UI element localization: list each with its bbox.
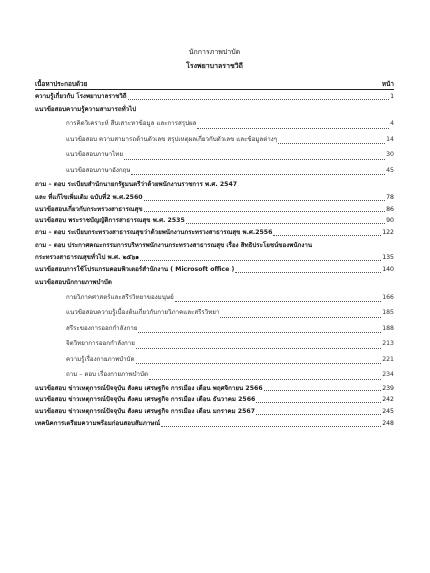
toc-entry-page: 248	[382, 419, 394, 427]
toc-leader-dots	[138, 332, 381, 333]
toc-entry	[35, 352, 394, 368]
toc-entry-title: กระทรวงสาธารณสุขทั่วไป พ.ศ. ๒๕๖๑	[35, 254, 140, 262]
toc-entry-page: 14	[386, 135, 394, 143]
toc-leader-dots	[128, 99, 390, 100]
toc-entry-title: แนวข้อสอบภาษาไทย	[66, 151, 123, 159]
toc-entry	[35, 91, 394, 103]
toc-leader-dots	[144, 200, 386, 201]
toc-entry	[35, 215, 394, 227]
toc-entry	[35, 147, 394, 163]
document-title: นักการภาพปาบัด	[188, 48, 241, 56]
toc-entry-page: 239	[382, 384, 394, 392]
toc-entry	[35, 178, 394, 192]
toc-leader-dots	[136, 363, 382, 364]
toc-leader-dots	[256, 402, 381, 403]
toc-entry-title: แนวข้อสอบ ข่าวเหตุการณ์ปัจจุบัน สังคม เศรษฐกิจ การเมือง เดือน ธันวาคม 2566	[35, 396, 256, 404]
toc-entry-title: แนวข้อสอบ พระราชบัญญัติการสาธารณสุข พ.ศ. 2535	[35, 217, 185, 225]
toc-entry-page: 245	[382, 408, 394, 416]
toc-entry-title: แนวข้อสอบความรู้ความสามารถทั่วไป	[35, 105, 137, 113]
toc-leader-dots	[278, 143, 385, 144]
toc-entry-page: 188	[382, 324, 394, 332]
toc-entry	[35, 103, 394, 117]
toc-entry	[35, 252, 394, 264]
toc-entry-page: 45	[386, 166, 394, 174]
toc-entry	[35, 163, 394, 179]
toc-entry-title: แนวข้อสอบเกี่ยวกับกระทรวงสาธารณสุข	[35, 205, 143, 213]
toc-leader-dots	[149, 379, 381, 380]
toc-entry-page: 78	[386, 193, 394, 201]
toc-entry	[35, 264, 394, 276]
toc-entry	[35, 406, 394, 418]
toc-entry-title: ถาม – ตอบ ระเบียบกระทรวงสาธารณสุขว่าด้วยพนักงานกระทรวงสาธารณสุข พ.ศ.2556	[35, 229, 273, 237]
toc-entry-title: การคิดวิเคราะห์ สืบเสาะหาข้อมูล และการสรุปผล	[66, 120, 197, 128]
toc-entry	[35, 132, 394, 148]
toc-entry	[35, 383, 394, 395]
toc-leader-dots	[220, 317, 381, 318]
toc-entry-page: 166	[382, 293, 394, 301]
toc-entry-title: ถาม – ตอบ ระเบียบสำนักนายกรัฐมนตรีว่าด้วยพนักงานราชการ พ.ศ. 2547	[35, 181, 238, 189]
toc-entry-title: แนวข้อสอบความรู้เบื้องต้นเกี่ยวกับกายวิภาคและสรีรวิทยา	[66, 309, 220, 317]
toc-leader-dots	[144, 211, 386, 212]
toc-leader-dots	[197, 128, 389, 129]
toc-entry-page: 90	[386, 217, 394, 225]
toc-leader-dots	[273, 235, 381, 236]
toc-entry-title: แนวข้อสอบ ข่าวเหตุการณ์ปัจจุบัน สังคม เศรษฐกิจ การเมือง เดือน มกราคม 2567	[35, 408, 256, 416]
toc-entry-title: จิตวิทยาการออกกำลังกาย	[66, 340, 135, 348]
document-subtitle: โรงพยาบาลราชวิถี	[186, 62, 243, 70]
toc-entry	[35, 418, 394, 430]
toc-entry-page: 185	[382, 309, 394, 317]
toc-entry	[35, 239, 394, 253]
toc-heading-contents: เนื้อหาประกอบด้วย	[35, 80, 88, 88]
toc-entry	[35, 290, 394, 306]
toc-entry	[35, 204, 394, 216]
toc-entry-page: 122	[382, 229, 394, 237]
toc-leader-dots	[186, 223, 385, 224]
toc-entry	[35, 276, 394, 290]
toc-entry-title: แนวข้อสอบ ความสามารถด้านตัวเลข สรุปเหตุผลเกี่ยวกับตัวเลข และข้อมูลต่างๆ	[66, 135, 278, 143]
toc-entry-page: 30	[386, 151, 394, 159]
toc-entry	[35, 336, 394, 352]
toc-header	[35, 79, 394, 90]
toc-entry-title: แนวข้อสอบภาษาอังกฤษ	[66, 166, 131, 174]
toc-entry-page: 242	[382, 396, 394, 404]
toc-leader-dots	[235, 272, 381, 273]
toc-entry-page: 1	[390, 93, 394, 100]
toc-entry	[35, 367, 394, 383]
toc-heading-page: หน้า	[381, 80, 394, 88]
toc-entry-title: ความรู้เกี่ยวกับ โรงพยาบาลราชวิถี	[35, 93, 127, 100]
toc-entry-title: แนวข้อสอบนักกายภาพบำบัด	[35, 279, 112, 287]
toc-entry-page: 140	[382, 266, 394, 274]
toc-entry-page: 213	[382, 340, 394, 348]
toc-entry-title: แนวข้อสอบ ข่าวเหตุการณ์ปัจจุบัน สังคม เศรษฐกิจ การเมือง เดือน พฤศจิกายน 2566	[35, 384, 263, 392]
toc-entry-page: 86	[386, 205, 394, 213]
toc-entry	[35, 321, 394, 337]
toc-list	[35, 91, 394, 430]
toc-entry-page: 234	[382, 371, 394, 379]
toc-entry	[35, 394, 394, 406]
toc-entry-page: 4	[390, 120, 394, 128]
toc-entry	[35, 227, 394, 239]
toc-leader-dots	[136, 348, 381, 349]
toc-entry-page: 135	[382, 254, 394, 262]
toc-entry-title: สรีระของการออกกำลังกาย	[66, 324, 138, 332]
toc-leader-dots	[140, 260, 381, 261]
toc-leader-dots	[124, 159, 385, 160]
toc-leader-dots	[175, 301, 381, 302]
toc-leader-dots	[264, 390, 382, 391]
toc-entry-page: 221	[382, 355, 394, 363]
toc-entry-title: กายวิภาคศาสตร์และสรีรวิทยาของมนุษย์	[66, 293, 174, 301]
toc-entry-title: ถาม – ตอบ เรื่องกายภาพบำบัด	[66, 371, 148, 379]
toc-entry-title: ถาม – ตอบ ประกาศคณะกรรมการบริหารพนักงานกระทรวงสาธารณสุข เรื่อง สิทธิประโยชน์ของพนักงาน	[35, 241, 313, 249]
toc-entry-title: แนวข้อสอบการใช้โปรแกรมคอมพิวเตอร์สำนักงาน ( Microsoft office )	[35, 266, 235, 274]
toc-leader-dots	[131, 174, 385, 175]
toc-leader-dots	[161, 426, 381, 427]
toc-entry-title: และ ที่แก้ไขเพิ่มเติม ฉบับที่2 พ.ศ.2560	[35, 193, 143, 201]
toc-entry-title: เทคนิคการเตรียมความพร้อมก่อนสอบสัมภาษณ์	[35, 419, 161, 427]
toc-entry	[35, 192, 394, 204]
toc-leader-dots	[256, 414, 381, 415]
toc-entry	[35, 116, 394, 132]
toc-entry-title: ความรู้เรื่องกายภาพบำบัด	[66, 355, 135, 363]
toc-entry	[35, 305, 394, 321]
